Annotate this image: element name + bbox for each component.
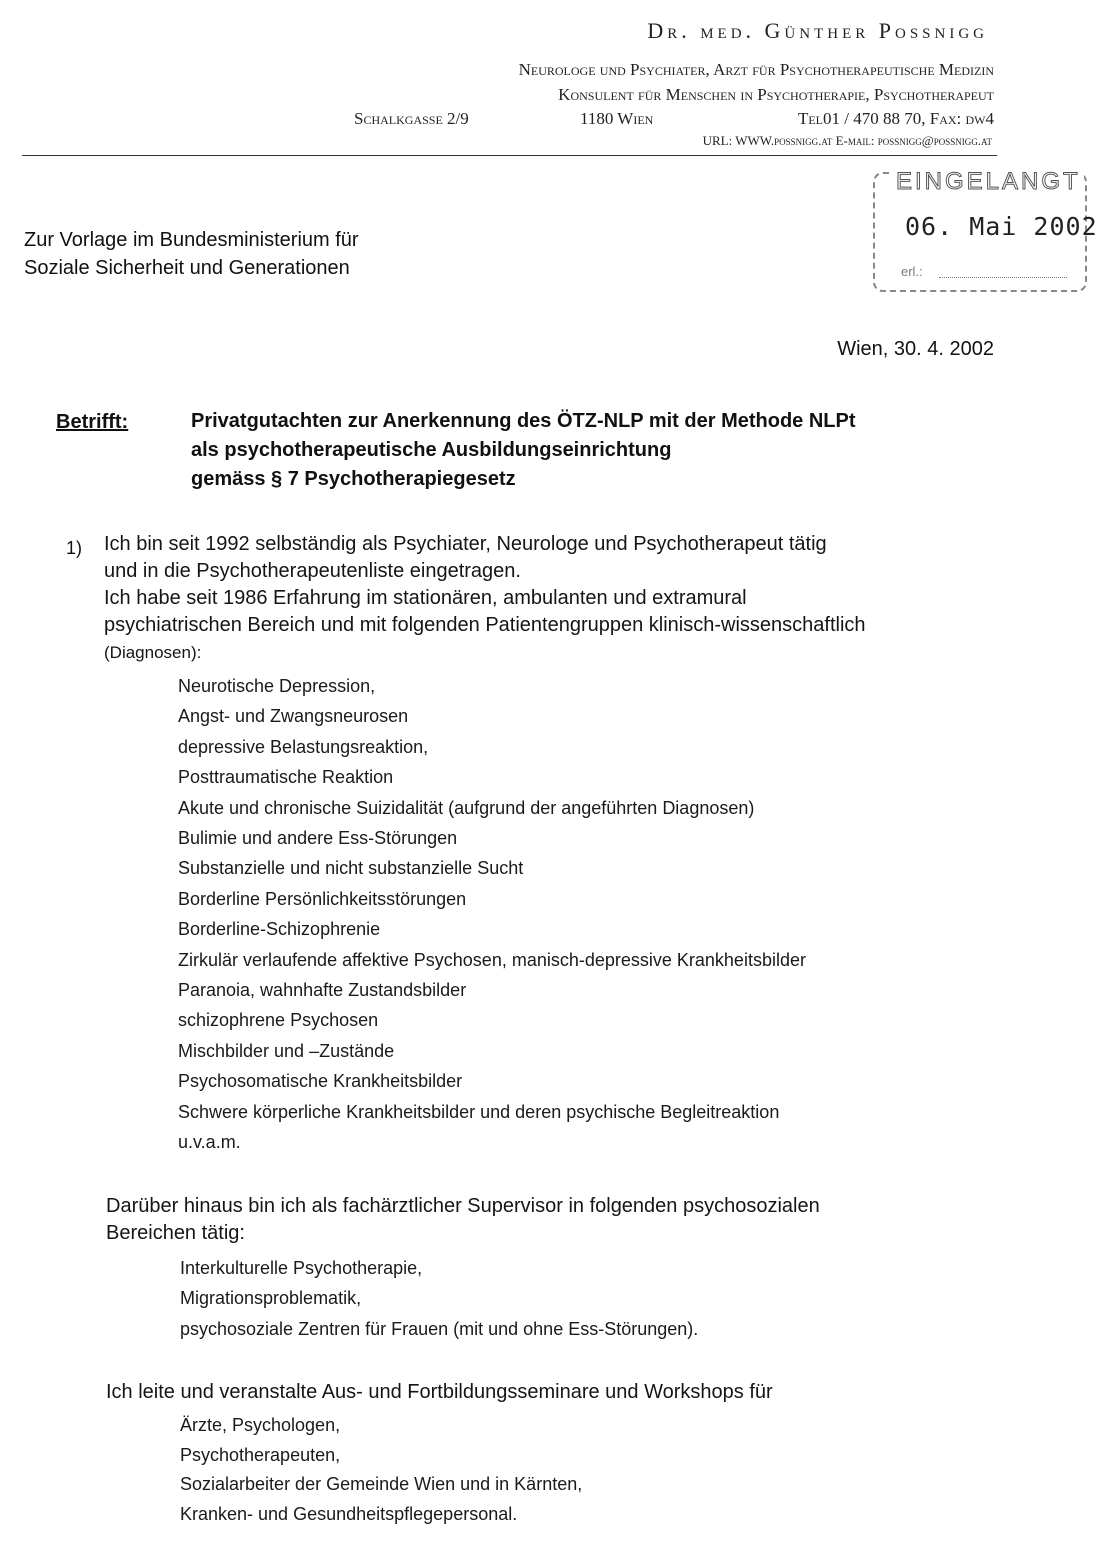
list-item: Angst- und Zwangsneurosen: [178, 706, 409, 727]
letterhead-qualification: Neurologe und Psychiater, Arzt für Psychotherapeutische Medizin: [518, 60, 994, 79]
list-item: Schwere körperliche Krankheitsbilder und deren psychische Begleitreaktion: [178, 1101, 780, 1122]
paragraph-line: Ich bin seit 1992 selbständig als Psychiater, Neurologe und Psychotherapeut tätig: [104, 533, 827, 555]
list-item: Mischbilder und –Zustände: [178, 1040, 395, 1061]
list-item: Psychotherapeuten,: [180, 1444, 341, 1465]
supervisor-paragraph: [106, 1193, 820, 1247]
list-item: Zirkulär verlaufende affektive Psychosen, manisch-depressive Krankheitsbilder: [178, 949, 806, 970]
letter-date: Wien, 30. 4. 2002: [837, 338, 994, 360]
list-item: Borderline-Schizophrenie: [178, 919, 381, 940]
paragraph-line: Bereichen tätig:: [106, 1222, 245, 1244]
list-item: Borderline Persönlichkeitsstörungen: [178, 888, 467, 909]
received-stamp: [873, 168, 1098, 292]
recipient-line: Soziale Sicherheit und Generationen: [24, 257, 350, 279]
list-item: Kranken- und Gesundheitspflegepersonal.: [180, 1503, 518, 1524]
list-item: Substanzielle und nicht substanzielle Sucht: [178, 858, 524, 879]
list-item: Neurotische Depression,: [178, 676, 376, 696]
diagnoses-label: (Diagnosen):: [104, 643, 202, 662]
stamp-label: EINGELANGT: [893, 168, 1084, 196]
section-number: 1): [66, 538, 83, 558]
subject-text: [191, 407, 856, 494]
list-item: Sozialarbeiter der Gemeinde Wien und in Kärnten,: [180, 1474, 583, 1494]
list-item: Posttraumatische Reaktion: [178, 767, 394, 788]
section-intro: [104, 531, 866, 666]
paragraph-line: Ich habe seit 1986 Erfahrung im stationären, ambulanten und extramural: [104, 587, 747, 609]
seminars-paragraph: [106, 1379, 773, 1406]
letterhead-name: Dr. med. Günther Possnigg: [647, 18, 988, 43]
list-item: Akute und chronische Suizidalität (aufgrund der angeführten Diagnosen): [178, 797, 755, 818]
list-item: psychosoziale Zentren für Frauen (mit und ohne Ess-Störungen).: [180, 1318, 699, 1339]
recipient-line: Zur Vorlage im Bundesministerium für: [24, 229, 359, 251]
letterhead-address: Schalkgasse 2/9: [354, 109, 469, 128]
paragraph-line: Darüber hinaus bin ich als fachärztlicher Supervisor in folgenden psychosozialen: [106, 1195, 820, 1217]
list-item: u.v.a.m.: [178, 1132, 241, 1153]
list-item: Bulimie und andere Ess-Störungen: [178, 828, 458, 849]
subject-label: Betrifft:: [56, 411, 129, 433]
letterhead-phone: Tel01 / 470 88 70, Fax: dw4: [797, 109, 994, 128]
letterhead-city: 1180 Wien: [580, 109, 654, 128]
letterhead-consultant: Konsulent für Menschen in Psychotherapie, Psychotherapeut: [558, 85, 994, 104]
list-item: Ärzte, Psychologen,: [180, 1415, 341, 1435]
seminar-groups-list: [180, 1411, 582, 1529]
stamp-date: 06. Mai 2002: [905, 212, 1098, 241]
subject-line: gemäss § 7 Psychotherapiegesetz: [191, 468, 516, 490]
list-item: Paranoia, wahnhafte Zustandsbilder: [178, 980, 467, 1001]
paragraph-line: psychiatrischen Bereich und mit folgenden Patientengruppen klinisch-wissenschaftlich: [104, 614, 866, 636]
stamp-dotted-line: [939, 277, 1067, 278]
list-item: schizophrene Psychosen: [178, 1010, 379, 1031]
paragraph-line: Ich leite und veranstalte Aus- und Fortbildungsseminare und Workshops für: [106, 1381, 773, 1403]
list-item: Migrationsproblematik,: [180, 1288, 362, 1309]
supervisor-areas-list: [180, 1253, 698, 1344]
diagnoses-list: [178, 671, 806, 1158]
letterhead-web: URL: WWW.possnigg.at E-mail: possnigg@possnigg.at: [702, 133, 992, 148]
paragraph-line: und in die Psychotherapeutenliste eingetragen.: [104, 560, 521, 582]
subject-line: als psychotherapeutische Ausbildungseinrichtung: [191, 439, 672, 461]
list-item: depressive Belastungsreaktion,: [178, 736, 429, 757]
recipient-block: [24, 226, 359, 282]
letterhead-divider: [22, 155, 997, 156]
subject-line: Privatgutachten zur Anerkennung des ÖTZ-NLP mit der Methode NLPt: [191, 410, 856, 432]
list-item: Psychosomatische Krankheitsbilder: [178, 1071, 463, 1092]
list-item: Interkulturelle Psychotherapie,: [180, 1258, 423, 1278]
stamp-erl-label: erl.:: [901, 264, 923, 279]
